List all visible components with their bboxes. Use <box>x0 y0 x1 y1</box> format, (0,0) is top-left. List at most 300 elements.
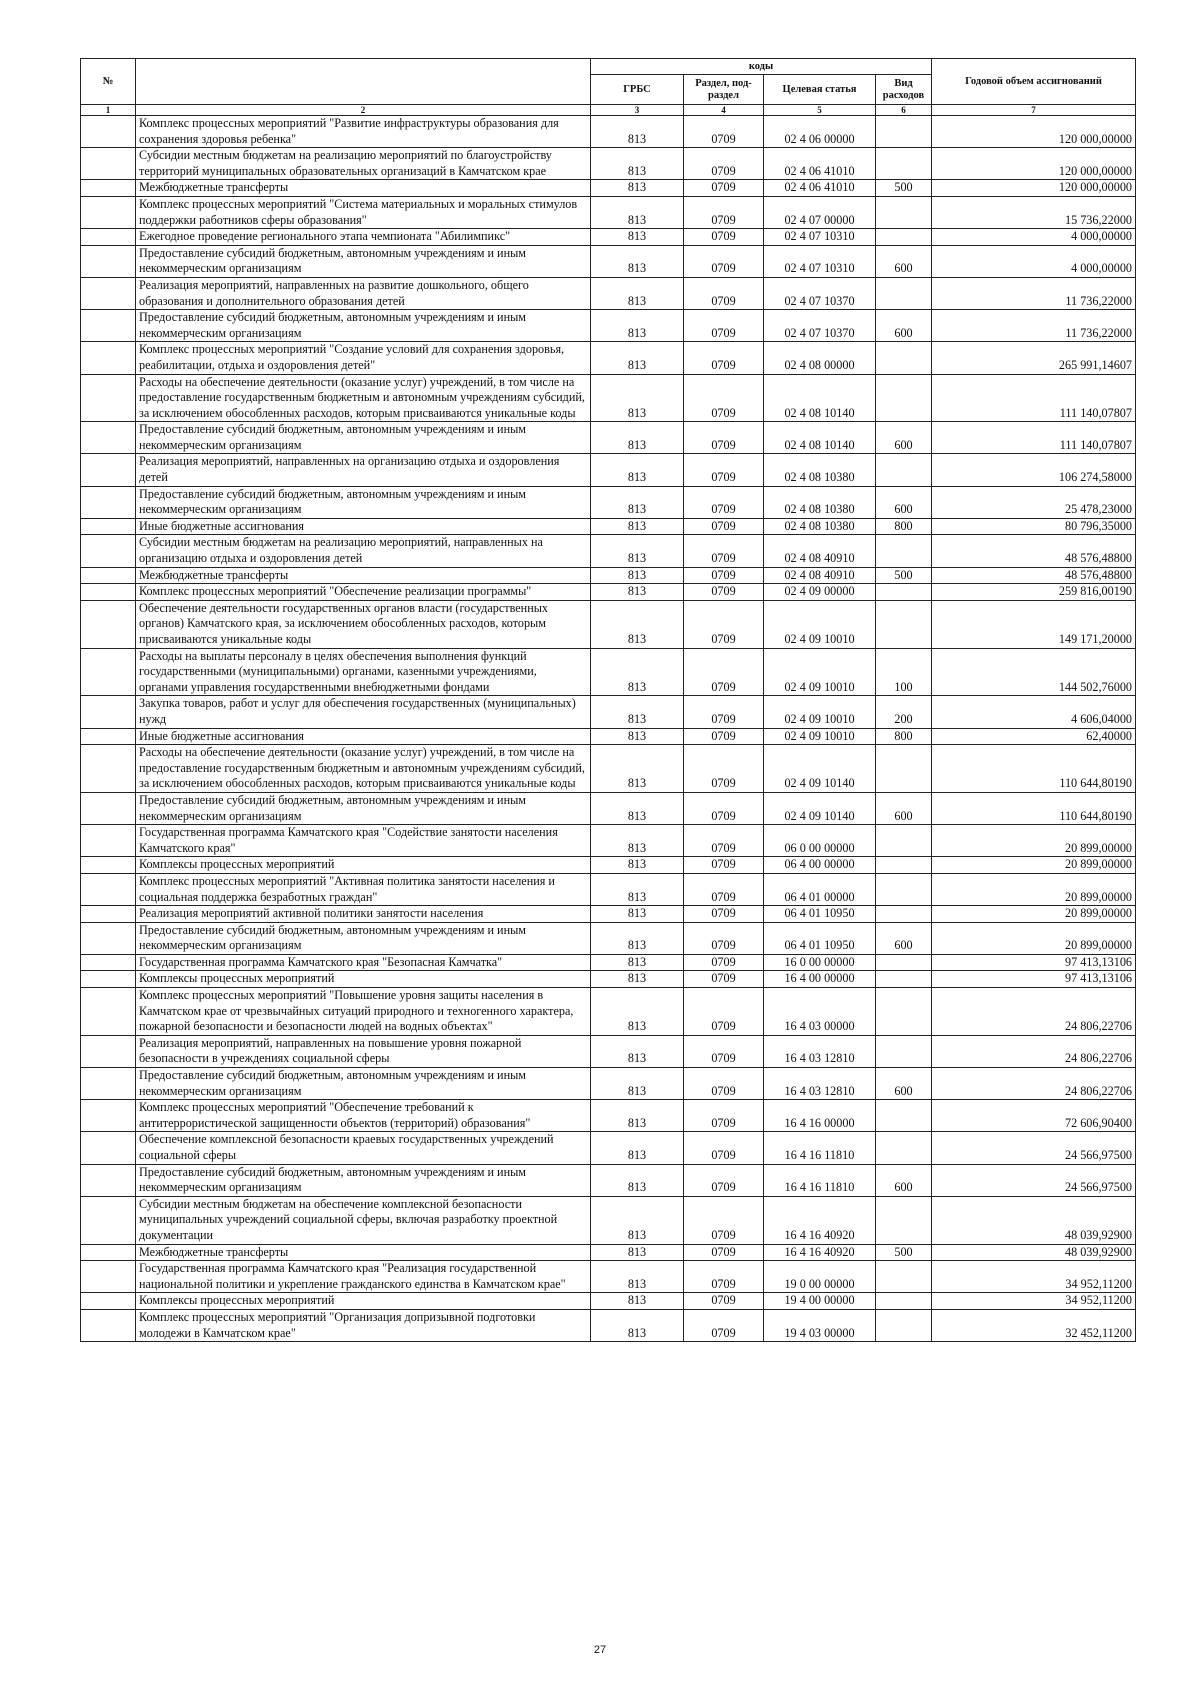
cell-grbs: 813 <box>591 857 684 874</box>
cell-section: 0709 <box>684 1293 764 1310</box>
col-header-name <box>136 59 591 105</box>
cell-section: 0709 <box>684 310 764 342</box>
cell-amount: 144 502,76000 <box>932 648 1136 696</box>
cell-amount: 25 478,23000 <box>932 486 1136 518</box>
cell-grbs: 813 <box>591 1293 684 1310</box>
cell-number <box>81 1196 136 1244</box>
cell-grbs: 813 <box>591 584 684 601</box>
cell-target: 02 4 07 10370 <box>764 310 876 342</box>
cell-exp-type <box>876 971 932 988</box>
col-number: 5 <box>764 105 876 116</box>
cell-number <box>81 825 136 857</box>
cell-number <box>81 1132 136 1164</box>
cell-grbs: 813 <box>591 1035 684 1067</box>
cell-section: 0709 <box>684 648 764 696</box>
cell-number <box>81 567 136 584</box>
cell-name: Расходы на выплаты персоналу в целях обеспечения выполнения функций государственными (муниципальными) органами, казенными учреждениями, органами управления государственными внебюджетными фондами <box>136 648 591 696</box>
cell-exp-type <box>876 906 932 923</box>
table-row <box>81 1244 1136 1261</box>
cell-amount: 15 736,22000 <box>932 196 1136 228</box>
cell-target: 06 4 01 10950 <box>764 922 876 954</box>
cell-section: 0709 <box>684 342 764 374</box>
cell-grbs: 813 <box>591 906 684 923</box>
cell-amount: 24 566,97500 <box>932 1164 1136 1196</box>
table-row <box>81 922 1136 954</box>
cell-section: 0709 <box>684 1244 764 1261</box>
col-number: 3 <box>591 105 684 116</box>
cell-name: Субсидии местным бюджетам на реализацию мероприятий, направленных на организацию отдыха и оздоровления детей <box>136 535 591 567</box>
cell-name: Межбюджетные трансферты <box>136 1244 591 1261</box>
cell-name: Предоставление субсидий бюджетным, автономным учреждениям и иным некоммерческим организациям <box>136 310 591 342</box>
table-row <box>81 825 1136 857</box>
table-row <box>81 422 1136 454</box>
cell-name: Реализация мероприятий, направленных на организацию отдыха и оздоровления детей <box>136 454 591 486</box>
cell-amount: 20 899,00000 <box>932 922 1136 954</box>
cell-number <box>81 873 136 905</box>
cell-amount: 48 576,48800 <box>932 567 1136 584</box>
table-row <box>81 696 1136 728</box>
table-row <box>81 277 1136 309</box>
cell-number <box>81 454 136 486</box>
cell-name: Межбюджетные трансферты <box>136 180 591 197</box>
table-row <box>81 245 1136 277</box>
cell-target: 02 4 08 10140 <box>764 422 876 454</box>
cell-number <box>81 922 136 954</box>
cell-name: Комплекс процессных мероприятий "Активная политика занятости населения и социальная поддержка безработных граждан" <box>136 873 591 905</box>
cell-amount: 20 899,00000 <box>932 857 1136 874</box>
cell-number <box>81 1309 136 1341</box>
cell-amount: 34 952,11200 <box>932 1261 1136 1293</box>
cell-amount: 24 806,22706 <box>932 1035 1136 1067</box>
cell-name: Государственная программа Камчатского края "Содействие занятости населения Камчатского края" <box>136 825 591 857</box>
cell-name: Комплекс процессных мероприятий "Развитие инфраструктуры образования для сохранения здоровья ребенка" <box>136 116 591 148</box>
cell-grbs: 813 <box>591 310 684 342</box>
table-row <box>81 567 1136 584</box>
cell-target: 16 0 00 00000 <box>764 954 876 971</box>
cell-amount: 110 644,80190 <box>932 745 1136 793</box>
cell-section: 0709 <box>684 922 764 954</box>
cell-amount: 48 039,92900 <box>932 1196 1136 1244</box>
cell-grbs: 813 <box>591 1068 684 1100</box>
cell-number <box>81 1035 136 1067</box>
cell-number <box>81 535 136 567</box>
cell-name: Обеспечение комплексной безопасности краевых государственных учреждений социальной сферы <box>136 1132 591 1164</box>
cell-grbs: 813 <box>591 954 684 971</box>
cell-exp-type <box>876 454 932 486</box>
cell-exp-type: 200 <box>876 696 932 728</box>
cell-grbs: 813 <box>591 728 684 745</box>
cell-section: 0709 <box>684 906 764 923</box>
cell-section: 0709 <box>684 1100 764 1132</box>
cell-name: Иные бюджетные ассигнования <box>136 518 591 535</box>
cell-section: 0709 <box>684 584 764 601</box>
cell-number <box>81 245 136 277</box>
cell-amount: 120 000,00000 <box>932 116 1136 148</box>
cell-grbs: 813 <box>591 988 684 1036</box>
cell-exp-type <box>876 1196 932 1244</box>
cell-section: 0709 <box>684 116 764 148</box>
cell-name: Комплекс процессных мероприятий "Создание условий для сохранения здоровья, реабилитации, отдыха и оздоровления детей" <box>136 342 591 374</box>
cell-name: Предоставление субсидий бюджетным, автономным учреждениям и иным некоммерческим организациям <box>136 245 591 277</box>
table-row <box>81 1035 1136 1067</box>
cell-grbs: 813 <box>591 567 684 584</box>
cell-amount: 4 000,00000 <box>932 245 1136 277</box>
cell-number <box>81 342 136 374</box>
cell-number <box>81 180 136 197</box>
cell-amount: 34 952,11200 <box>932 1293 1136 1310</box>
cell-amount: 111 140,07807 <box>932 422 1136 454</box>
cell-section: 0709 <box>684 245 764 277</box>
cell-target: 02 4 07 10370 <box>764 277 876 309</box>
cell-number <box>81 1068 136 1100</box>
table-row <box>81 196 1136 228</box>
cell-amount: 111 140,07807 <box>932 374 1136 422</box>
cell-section: 0709 <box>684 825 764 857</box>
cell-exp-type: 600 <box>876 1068 932 1100</box>
cell-section: 0709 <box>684 1309 764 1341</box>
cell-name: Предоставление субсидий бюджетным, автономным учреждениям и иным некоммерческим организациям <box>136 922 591 954</box>
cell-number <box>81 1100 136 1132</box>
cell-number <box>81 728 136 745</box>
table-row <box>81 1196 1136 1244</box>
cell-exp-type: 500 <box>876 567 932 584</box>
cell-number <box>81 648 136 696</box>
cell-section: 0709 <box>684 1035 764 1067</box>
cell-target: 16 4 00 00000 <box>764 971 876 988</box>
cell-amount: 120 000,00000 <box>932 148 1136 180</box>
table-row <box>81 1100 1136 1132</box>
cell-name: Комплекс процессных мероприятий "Обеспечение реализации программы" <box>136 584 591 601</box>
cell-name: Предоставление субсидий бюджетным, автономным учреждениям и иным некоммерческим организациям <box>136 422 591 454</box>
cell-number <box>81 857 136 874</box>
cell-number <box>81 422 136 454</box>
cell-amount: 24 806,22706 <box>932 1068 1136 1100</box>
cell-grbs: 813 <box>591 1100 684 1132</box>
table-row <box>81 374 1136 422</box>
cell-number <box>81 792 136 824</box>
cell-number <box>81 1261 136 1293</box>
table-row <box>81 600 1136 648</box>
table-row <box>81 1068 1136 1100</box>
cell-exp-type <box>876 873 932 905</box>
cell-amount: 4 606,04000 <box>932 696 1136 728</box>
cell-exp-type <box>876 988 932 1036</box>
cell-name: Комплекс процессных мероприятий "Организация допризывной подготовки молодежи в Камчатском крае" <box>136 1309 591 1341</box>
cell-target: 02 4 09 10010 <box>764 728 876 745</box>
cell-target: 02 4 07 10310 <box>764 245 876 277</box>
col-header-amount: Годовой объем ассигнований <box>932 59 1136 105</box>
col-header-codes: коды <box>591 59 932 75</box>
cell-grbs: 813 <box>591 342 684 374</box>
cell-name: Реализация мероприятий активной политики занятости населения <box>136 906 591 923</box>
cell-exp-type: 600 <box>876 422 932 454</box>
cell-grbs: 813 <box>591 600 684 648</box>
cell-grbs: 813 <box>591 518 684 535</box>
cell-grbs: 813 <box>591 454 684 486</box>
cell-amount: 62,40000 <box>932 728 1136 745</box>
cell-amount: 11 736,22000 <box>932 277 1136 309</box>
cell-exp-type <box>876 1261 932 1293</box>
table-row <box>81 1309 1136 1341</box>
cell-amount: 120 000,00000 <box>932 180 1136 197</box>
cell-section: 0709 <box>684 229 764 246</box>
cell-exp-type: 600 <box>876 310 932 342</box>
cell-amount: 106 274,58000 <box>932 454 1136 486</box>
table-row <box>81 116 1136 148</box>
cell-name: Реализация мероприятий, направленных на развитие дошкольного, общего образования и дополнительного образования детей <box>136 277 591 309</box>
table-row <box>81 454 1136 486</box>
col-header-exp-type: Вид расходов <box>876 75 932 105</box>
cell-amount: 72 606,90400 <box>932 1100 1136 1132</box>
cell-section: 0709 <box>684 954 764 971</box>
cell-section: 0709 <box>684 600 764 648</box>
cell-number <box>81 1244 136 1261</box>
cell-amount: 149 171,20000 <box>932 600 1136 648</box>
cell-section: 0709 <box>684 518 764 535</box>
budget-sheet <box>80 58 1135 1342</box>
table-row <box>81 535 1136 567</box>
cell-grbs: 813 <box>591 1309 684 1341</box>
cell-grbs: 813 <box>591 1261 684 1293</box>
cell-name: Комплекс процессных мероприятий "Система материальных и моральных стимулов поддержки работников сферы образования" <box>136 196 591 228</box>
table-row <box>81 1293 1136 1310</box>
cell-grbs: 813 <box>591 180 684 197</box>
cell-grbs: 813 <box>591 116 684 148</box>
cell-name: Ежегодное проведение регионального этапа чемпионата "Абилимпикс" <box>136 229 591 246</box>
budget-rows <box>81 116 1136 1342</box>
cell-target: 02 4 07 00000 <box>764 196 876 228</box>
col-number: 6 <box>876 105 932 116</box>
table-row <box>81 310 1136 342</box>
cell-number <box>81 988 136 1036</box>
cell-section: 0709 <box>684 1164 764 1196</box>
cell-amount: 11 736,22000 <box>932 310 1136 342</box>
cell-number <box>81 954 136 971</box>
cell-exp-type <box>876 1293 932 1310</box>
cell-target: 19 4 00 00000 <box>764 1293 876 1310</box>
cell-exp-type: 500 <box>876 1244 932 1261</box>
cell-grbs: 813 <box>591 1244 684 1261</box>
cell-section: 0709 <box>684 148 764 180</box>
table-row <box>81 148 1136 180</box>
cell-exp-type <box>876 584 932 601</box>
cell-target: 16 4 03 12810 <box>764 1035 876 1067</box>
cell-grbs: 813 <box>591 245 684 277</box>
cell-number <box>81 584 136 601</box>
cell-exp-type: 100 <box>876 648 932 696</box>
cell-number <box>81 906 136 923</box>
cell-number <box>81 518 136 535</box>
cell-amount: 24 806,22706 <box>932 988 1136 1036</box>
cell-amount: 259 816,00190 <box>932 584 1136 601</box>
cell-name: Комплексы процессных мероприятий <box>136 971 591 988</box>
cell-name: Расходы на обеспечение деятельности (оказание услуг) учреждений, в том числе на предоставление государственным бюджетным и автономным учреждениям субсидий, за исключением обособленных расходов, которым присваиваются уникальные коды <box>136 745 591 793</box>
cell-name: Комплекс процессных мероприятий "Повышение уровня защиты населения в Камчатском крае от чрезвычайных ситуаций природного и техногенного характера, пожарной безопасности и безопасности людей на водных объектах" <box>136 988 591 1036</box>
cell-section: 0709 <box>684 1261 764 1293</box>
cell-grbs: 813 <box>591 696 684 728</box>
cell-grbs: 813 <box>591 873 684 905</box>
cell-exp-type <box>876 116 932 148</box>
col-header-target: Целевая статья <box>764 75 876 105</box>
cell-section: 0709 <box>684 988 764 1036</box>
cell-target: 16 4 16 40920 <box>764 1196 876 1244</box>
col-number: 2 <box>136 105 591 116</box>
cell-amount: 97 413,13106 <box>932 971 1136 988</box>
cell-amount: 20 899,00000 <box>932 873 1136 905</box>
table-row <box>81 342 1136 374</box>
cell-exp-type <box>876 825 932 857</box>
cell-amount: 80 796,35000 <box>932 518 1136 535</box>
cell-exp-type <box>876 1132 932 1164</box>
col-number: 7 <box>932 105 1136 116</box>
cell-grbs: 813 <box>591 922 684 954</box>
cell-name: Расходы на обеспечение деятельности (оказание услуг) учреждений, в том числе на предоставление государственным бюджетным и автономным учреждениям субсидий, за исключением обособленных расходов, которым присваиваются уникальные коды <box>136 374 591 422</box>
cell-number <box>81 310 136 342</box>
cell-name: Государственная программа Камчатского края "Реализация государственной национальной политики и укрепление гражданского единства в Камчатском крае" <box>136 1261 591 1293</box>
cell-exp-type: 800 <box>876 728 932 745</box>
table-row <box>81 1164 1136 1196</box>
cell-name: Государственная программа Камчатского края "Безопасная Камчатка" <box>136 954 591 971</box>
cell-amount: 32 452,11200 <box>932 1309 1136 1341</box>
cell-section: 0709 <box>684 535 764 567</box>
cell-grbs: 813 <box>591 229 684 246</box>
cell-exp-type <box>876 1035 932 1067</box>
cell-grbs: 813 <box>591 1164 684 1196</box>
cell-target: 02 4 09 10140 <box>764 745 876 793</box>
cell-exp-type <box>876 857 932 874</box>
cell-exp-type <box>876 196 932 228</box>
cell-section: 0709 <box>684 1196 764 1244</box>
cell-grbs: 813 <box>591 792 684 824</box>
cell-name: Закупка товаров, работ и услуг для обеспечения государственных (муниципальных) нужд <box>136 696 591 728</box>
cell-target: 06 0 00 00000 <box>764 825 876 857</box>
table-row <box>81 518 1136 535</box>
cell-section: 0709 <box>684 857 764 874</box>
column-numbers-row <box>81 105 1136 116</box>
cell-section: 0709 <box>684 454 764 486</box>
cell-grbs: 813 <box>591 1196 684 1244</box>
cell-name: Комплекс процессных мероприятий "Обеспечение требований к антитеррористической защищенности объектов (территорий) образования" <box>136 1100 591 1132</box>
cell-section: 0709 <box>684 792 764 824</box>
cell-target: 02 4 08 10380 <box>764 454 876 486</box>
cell-name: Субсидии местным бюджетам на реализацию мероприятий по благоустройству территорий муниципальных образовательных организаций в Камчатском крае <box>136 148 591 180</box>
cell-number <box>81 229 136 246</box>
table-row <box>81 857 1136 874</box>
cell-grbs: 813 <box>591 535 684 567</box>
cell-grbs: 813 <box>591 745 684 793</box>
cell-number <box>81 971 136 988</box>
cell-name: Предоставление субсидий бюджетным, автономным учреждениям и иным некоммерческим организациям <box>136 1068 591 1100</box>
cell-amount: 97 413,13106 <box>932 954 1136 971</box>
cell-target: 16 4 16 11810 <box>764 1132 876 1164</box>
cell-section: 0709 <box>684 873 764 905</box>
cell-target: 16 4 03 12810 <box>764 1068 876 1100</box>
table-row <box>81 906 1136 923</box>
table-row <box>81 1132 1136 1164</box>
cell-name: Комплексы процессных мероприятий <box>136 1293 591 1310</box>
cell-target: 02 4 08 40910 <box>764 535 876 567</box>
cell-target: 19 0 00 00000 <box>764 1261 876 1293</box>
cell-target: 02 4 08 00000 <box>764 342 876 374</box>
cell-grbs: 813 <box>591 825 684 857</box>
cell-name: Комплексы процессных мероприятий <box>136 857 591 874</box>
cell-exp-type: 600 <box>876 922 932 954</box>
cell-amount: 20 899,00000 <box>932 906 1136 923</box>
cell-name: Иные бюджетные ассигнования <box>136 728 591 745</box>
cell-amount: 20 899,00000 <box>932 825 1136 857</box>
cell-section: 0709 <box>684 567 764 584</box>
cell-section: 0709 <box>684 1132 764 1164</box>
cell-exp-type: 800 <box>876 518 932 535</box>
cell-target: 02 4 07 10310 <box>764 229 876 246</box>
table-row <box>81 486 1136 518</box>
cell-target: 02 4 06 41010 <box>764 180 876 197</box>
cell-section: 0709 <box>684 277 764 309</box>
cell-amount: 110 644,80190 <box>932 792 1136 824</box>
cell-target: 16 4 16 11810 <box>764 1164 876 1196</box>
cell-section: 0709 <box>684 1068 764 1100</box>
cell-number <box>81 486 136 518</box>
cell-name: Обеспечение деятельности государственных органов власти (государственных органов) Камчатского края, за исключением обособленных расходов, которым присваиваются уникальные коды <box>136 600 591 648</box>
cell-grbs: 813 <box>591 374 684 422</box>
cell-name: Субсидии местным бюджетам на обеспечение комплексной безопасности муниципальных учреждений социальной сферы, включая разработку проектной документации <box>136 1196 591 1244</box>
cell-exp-type: 600 <box>876 245 932 277</box>
col-number: 4 <box>684 105 764 116</box>
cell-number <box>81 148 136 180</box>
cell-section: 0709 <box>684 422 764 454</box>
cell-grbs: 813 <box>591 422 684 454</box>
table-row <box>81 988 1136 1036</box>
cell-number <box>81 196 136 228</box>
cell-target: 06 4 01 00000 <box>764 873 876 905</box>
cell-name: Предоставление субсидий бюджетным, автономным учреждениям и иным некоммерческим организациям <box>136 486 591 518</box>
cell-target: 19 4 03 00000 <box>764 1309 876 1341</box>
table-row <box>81 971 1136 988</box>
cell-target: 16 4 16 40920 <box>764 1244 876 1261</box>
cell-exp-type <box>876 229 932 246</box>
cell-exp-type <box>876 600 932 648</box>
cell-section: 0709 <box>684 696 764 728</box>
cell-section: 0709 <box>684 728 764 745</box>
cell-amount: 24 566,97500 <box>932 1132 1136 1164</box>
cell-target: 16 4 03 00000 <box>764 988 876 1036</box>
cell-number <box>81 277 136 309</box>
cell-grbs: 813 <box>591 277 684 309</box>
cell-number <box>81 696 136 728</box>
cell-target: 02 4 08 40910 <box>764 567 876 584</box>
budget-table <box>80 58 1136 1342</box>
cell-exp-type <box>876 342 932 374</box>
table-row <box>81 728 1136 745</box>
cell-target: 02 4 09 00000 <box>764 584 876 601</box>
cell-amount: 48 576,48800 <box>932 535 1136 567</box>
cell-name: Предоставление субсидий бюджетным, автономным учреждениям и иным некоммерческим организациям <box>136 1164 591 1196</box>
cell-exp-type: 600 <box>876 792 932 824</box>
cell-grbs: 813 <box>591 648 684 696</box>
table-row <box>81 873 1136 905</box>
cell-exp-type <box>876 374 932 422</box>
cell-exp-type: 600 <box>876 486 932 518</box>
table-row <box>81 792 1136 824</box>
cell-number <box>81 1293 136 1310</box>
cell-target: 06 4 01 10950 <box>764 906 876 923</box>
col-header-grbs: ГРБС <box>591 75 684 105</box>
col-header-section: Раздел, под-раздел <box>684 75 764 105</box>
table-row <box>81 745 1136 793</box>
cell-section: 0709 <box>684 374 764 422</box>
cell-section: 0709 <box>684 971 764 988</box>
cell-exp-type <box>876 1100 932 1132</box>
